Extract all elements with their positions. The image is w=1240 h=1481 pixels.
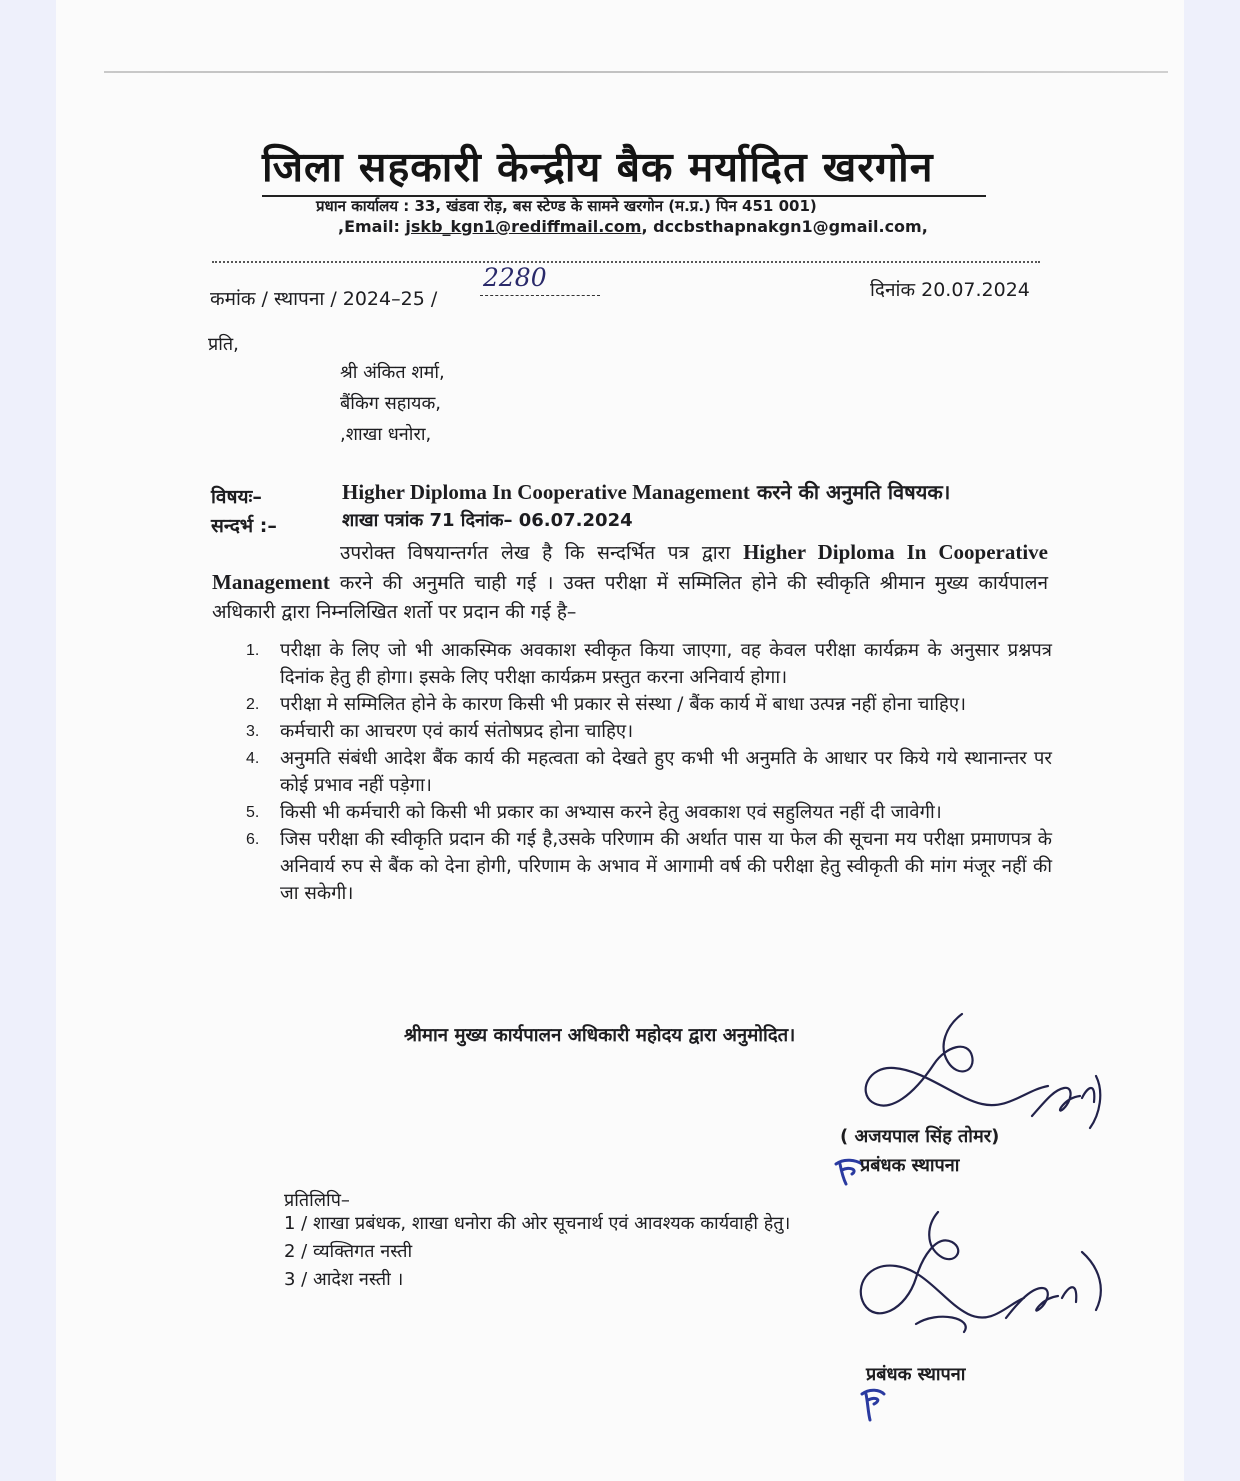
recipient-block bbox=[340, 357, 740, 450]
reference-letter-text: शाखा पत्रांक 71 दिनांक– 06.07.2024 bbox=[342, 510, 633, 531]
recipient-branch: ,शाखा धनोरा, bbox=[340, 424, 432, 445]
conditions-list bbox=[246, 637, 1052, 907]
copy-item: 3 / आदेश नस्ती । bbox=[284, 1269, 404, 1290]
body-part-1: उपरोक्त विषयान्तर्गत लेख है कि सन्दर्भित पत्र द्वारा bbox=[340, 542, 744, 564]
approval-statement: श्रीमान मुख्य कार्यपालन अधिकारी महोदय द्वारा अनुमोदित। bbox=[404, 1025, 796, 1046]
subject-text bbox=[342, 478, 950, 505]
reference-blank-line bbox=[480, 295, 600, 296]
condition-item bbox=[246, 718, 1052, 745]
email-prefix: ,Email: bbox=[338, 217, 406, 236]
email-link-1[interactable]: jskb_kgn1@rediffmail.com bbox=[405, 217, 642, 236]
signature-1 bbox=[850, 1006, 1110, 1136]
email-line bbox=[338, 217, 928, 236]
condition-item bbox=[246, 691, 1052, 718]
signatory-designation: प्रबंधक स्थापना bbox=[860, 1155, 960, 1176]
signatory-designation-2: प्रबंधक स्थापना bbox=[866, 1364, 966, 1385]
recipient-designation: बैंकिग सहायक, bbox=[340, 393, 441, 414]
email-separator: , bbox=[641, 217, 654, 236]
signatory-name: ( अजयपाल सिंह तोमर) bbox=[840, 1126, 1000, 1147]
body-course: Higher Diploma In Cooperative Management bbox=[212, 540, 1048, 594]
recipient-name: श्री अंकित शर्मा, bbox=[340, 362, 445, 383]
copy-to-list bbox=[284, 1210, 790, 1294]
condition-text: किसी भी कर्मचारी को किसी भी प्रकार का अभ्यास करने हेतु अवकाश एवं सहुलियत नहीं दी जावेगी। bbox=[280, 802, 942, 823]
condition-text: परीक्षा मे सम्मिलित होने के कारण किसी भी प्रकार से संस्था / बैंक कार्य में बाधा उत्पन्न नहीं होना चाहिए। bbox=[280, 694, 967, 715]
condition-text: अनुमति संबंधी आदेश बैंक कार्य की महत्वता को देखते हुए कभी भी अनुमति के आधार पर किये गये स्थानान्तर पर कोई प्रभाव नहीं पड़ेगा। bbox=[280, 748, 1052, 796]
handwritten-reference-number: 2280 bbox=[483, 263, 547, 292]
top-rule bbox=[104, 71, 1168, 73]
org-name-heading: जिला सहकारी केन्द्रीय बैक मर्यादित खरगोन bbox=[262, 143, 934, 191]
condition-text: परीक्षा के लिए जो भी आकस्मिक अवकाश स्वीकृत किया जाएगा, वह केवल परीक्षा कार्यक्रम के अनुसार प्रश्नपत्र दिनांक हेतु ही होगा। इसके लिए परीक्षा कार्यक्रम प्रस्तुत करना अनिवार्य होगा। bbox=[280, 640, 1052, 688]
stamp-mark-2 bbox=[858, 1386, 888, 1422]
copy-item: 2 / व्यक्तिगत नस्ती bbox=[284, 1241, 413, 1262]
signature-2 bbox=[856, 1206, 1116, 1366]
subject-label: विषयः– bbox=[211, 486, 262, 508]
reference-label: कमांक / स्थापना / 2024–25 / bbox=[210, 288, 438, 310]
condition-number: 1. bbox=[246, 642, 260, 659]
to-label: प्रति, bbox=[208, 334, 239, 355]
condition-number: 2. bbox=[246, 696, 260, 713]
condition-text: कर्मचारी का आचरण एवं कार्य संतोषप्रद होना चाहिए। bbox=[280, 721, 634, 742]
condition-item bbox=[246, 826, 1052, 907]
email-link-2[interactable]: dccbsthapnakgn1@gmail.com, bbox=[653, 217, 928, 236]
body-paragraph bbox=[212, 538, 1048, 627]
condition-item bbox=[246, 637, 1052, 691]
office-address: प्रधान कार्यालय : 33, खंडवा रोड़, बस स्टेण्ड के सामने खरगोन (म.प्र.) पिन 451 001) bbox=[316, 197, 817, 215]
condition-text: जिस परीक्षा की स्वीकृति प्रदान की गई है,उसके परिणाम की अर्थात पास या फेल की सूचना मय परीक्षा प्रमाणपत्र के अनिवार्य रुप से बैंक को देना होगी, परिणाम के अभाव में आगामी वर्ष की परीक्षा हेतु स्वीकृती की मांग मंजूर नहीं की जा सकेगी। bbox=[280, 829, 1052, 904]
header-divider bbox=[212, 261, 1040, 263]
reference-letter-label: सन्दर्भ :– bbox=[211, 515, 277, 537]
condition-number: 5. bbox=[246, 804, 260, 821]
subject-course: Higher Diploma In Cooperative Management bbox=[342, 480, 750, 504]
condition-item bbox=[246, 745, 1052, 799]
subject-suffix: करने की अनुमति विषयक। bbox=[749, 480, 951, 504]
condition-number: 4. bbox=[246, 750, 260, 767]
condition-item bbox=[246, 799, 1052, 826]
condition-number: 6. bbox=[246, 831, 260, 848]
letter-date: दिनांक 20.07.2024 bbox=[870, 279, 1030, 301]
condition-number: 3. bbox=[246, 723, 260, 740]
copy-item: 1 / शाखा प्रबंधक, शाखा धनोरा की ओर सूचनार्थ एवं आवश्यक कार्यवाही हेतु। bbox=[284, 1213, 791, 1234]
copy-to-heading: प्रतिलिपि– bbox=[284, 1190, 350, 1211]
body-part-2: करने की अनुमति चाही गई । उक्त परीक्षा में सम्मिलित होने की स्वीकृति श्रीमान मुख्य कार्यपालन अधिकारी द्वारा निम्नलिखित शर्तो पर प्रदान की गई है– bbox=[212, 572, 1048, 623]
